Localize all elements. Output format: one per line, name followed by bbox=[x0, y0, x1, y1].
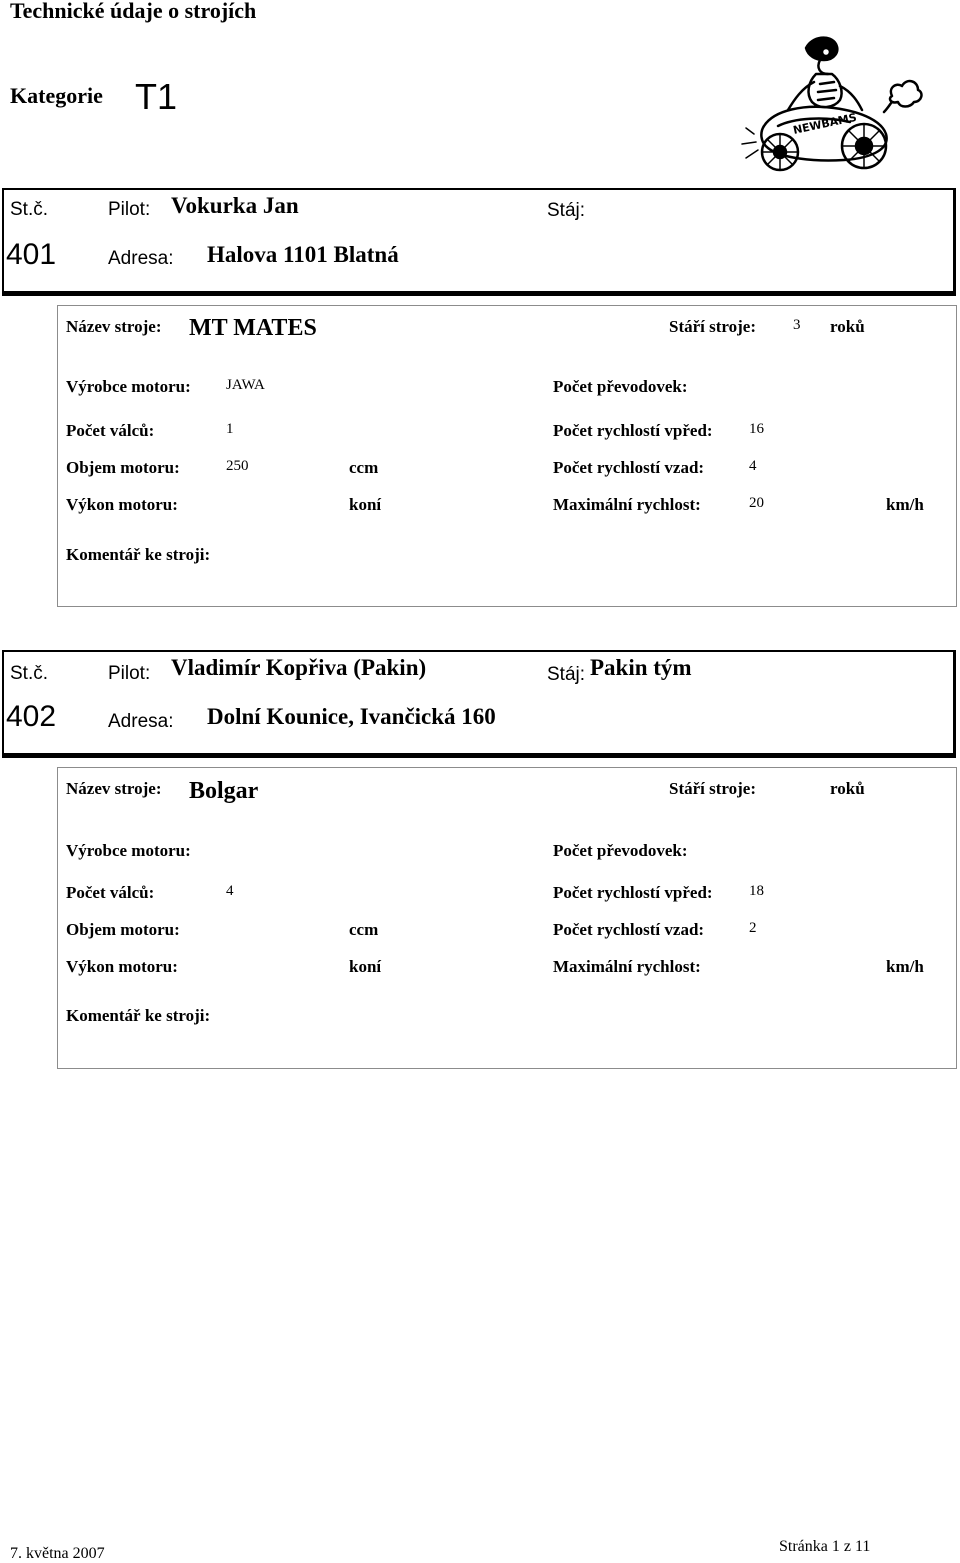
machine-age-unit: roků bbox=[830, 317, 865, 336]
max-speed-label: Maximální rychlost: bbox=[553, 957, 701, 976]
logo-text: NEWBAMS bbox=[791, 110, 858, 137]
cylinders-label: Počet válců: bbox=[66, 421, 155, 440]
machine-age-unit: roků bbox=[830, 779, 865, 798]
max-speed-unit: km/h bbox=[886, 957, 924, 976]
displacement-unit: ccm bbox=[349, 920, 379, 939]
footer-page-number: Stránka 1 z 11 bbox=[779, 1538, 871, 1555]
reverse-speeds-label: Počet rychlostí vzad: bbox=[553, 920, 705, 939]
pilot-label: Pilot: bbox=[108, 199, 151, 220]
displacement-label: Objem motoru: bbox=[66, 920, 180, 939]
forward-speeds-label: Počet rychlostí vpřed: bbox=[553, 883, 713, 902]
start-number: 401 bbox=[6, 238, 57, 271]
forward-speeds: 16 bbox=[749, 421, 764, 437]
pilot-name: Vokurka Jan bbox=[171, 193, 299, 218]
machine-name: MT MATES bbox=[189, 315, 317, 341]
cylinders-label: Počet válců: bbox=[66, 883, 155, 902]
engine-maker-label: Výrobce motoru: bbox=[66, 377, 191, 396]
comment-label: Komentář ke stroji: bbox=[66, 545, 211, 564]
category-value: T1 bbox=[135, 76, 178, 117]
machine-name: Bolgar bbox=[189, 778, 259, 804]
rider-logo-drawing bbox=[724, 30, 924, 182]
start-number: 402 bbox=[6, 700, 57, 733]
address-label: Adresa: bbox=[108, 248, 174, 269]
address: Dolní Kounice, Ivančická 160 bbox=[207, 704, 496, 729]
pilot-label: Pilot: bbox=[108, 663, 151, 684]
category-label: Kategorie bbox=[10, 83, 103, 108]
displacement-label: Objem motoru: bbox=[66, 458, 180, 477]
stable-name: Pakin tým bbox=[590, 655, 692, 680]
machine-name-label: Název stroje: bbox=[66, 779, 162, 798]
power-unit: koní bbox=[349, 495, 382, 514]
cylinders: 1 bbox=[226, 421, 234, 437]
st-label: St.č. bbox=[10, 663, 49, 684]
forward-speeds: 18 bbox=[749, 883, 764, 899]
st-label: St.č. bbox=[10, 199, 49, 220]
displacement-unit: ccm bbox=[349, 458, 379, 477]
machine-name-label: Název stroje: bbox=[66, 317, 162, 336]
reverse-speeds-label: Počet rychlostí vzad: bbox=[553, 458, 705, 477]
comment-label: Komentář ke stroji: bbox=[66, 1006, 211, 1025]
pilot-name: Vladimír Kopřiva (Pakin) bbox=[171, 655, 427, 680]
machine-age: 3 bbox=[793, 317, 801, 333]
power-label: Výkon motoru: bbox=[66, 957, 178, 976]
max-speed-unit: km/h bbox=[886, 495, 924, 514]
machine-age-label: Stáří stroje: bbox=[669, 779, 757, 798]
rider-logo bbox=[724, 30, 924, 182]
page-title: Technické údaje o strojích bbox=[10, 0, 257, 23]
power-label: Výkon motoru: bbox=[66, 495, 178, 514]
stable-label: Stáj: bbox=[547, 200, 586, 221]
max-speed-label: Maximální rychlost: bbox=[553, 495, 701, 514]
gearboxes-label: Počet převodovek: bbox=[553, 377, 688, 396]
power-unit: koní bbox=[349, 957, 382, 976]
engine-maker-label: Výrobce motoru: bbox=[66, 841, 191, 860]
stable-label: Stáj: bbox=[547, 664, 586, 685]
cylinders: 4 bbox=[226, 883, 234, 899]
machine-age-label: Stáří stroje: bbox=[669, 317, 757, 336]
engine-maker: JAWA bbox=[226, 377, 265, 393]
gearboxes-label: Počet převodovek: bbox=[553, 841, 688, 860]
forward-speeds-label: Počet rychlostí vpřed: bbox=[553, 421, 713, 440]
address: Halova 1101 Blatná bbox=[207, 242, 399, 267]
footer-date: 7. května 2007 bbox=[10, 1545, 105, 1562]
max-speed: 20 bbox=[749, 495, 764, 511]
reverse-speeds: 4 bbox=[749, 458, 757, 474]
displacement: 250 bbox=[226, 458, 249, 474]
reverse-speeds: 2 bbox=[749, 920, 757, 936]
address-label: Adresa: bbox=[108, 711, 174, 732]
